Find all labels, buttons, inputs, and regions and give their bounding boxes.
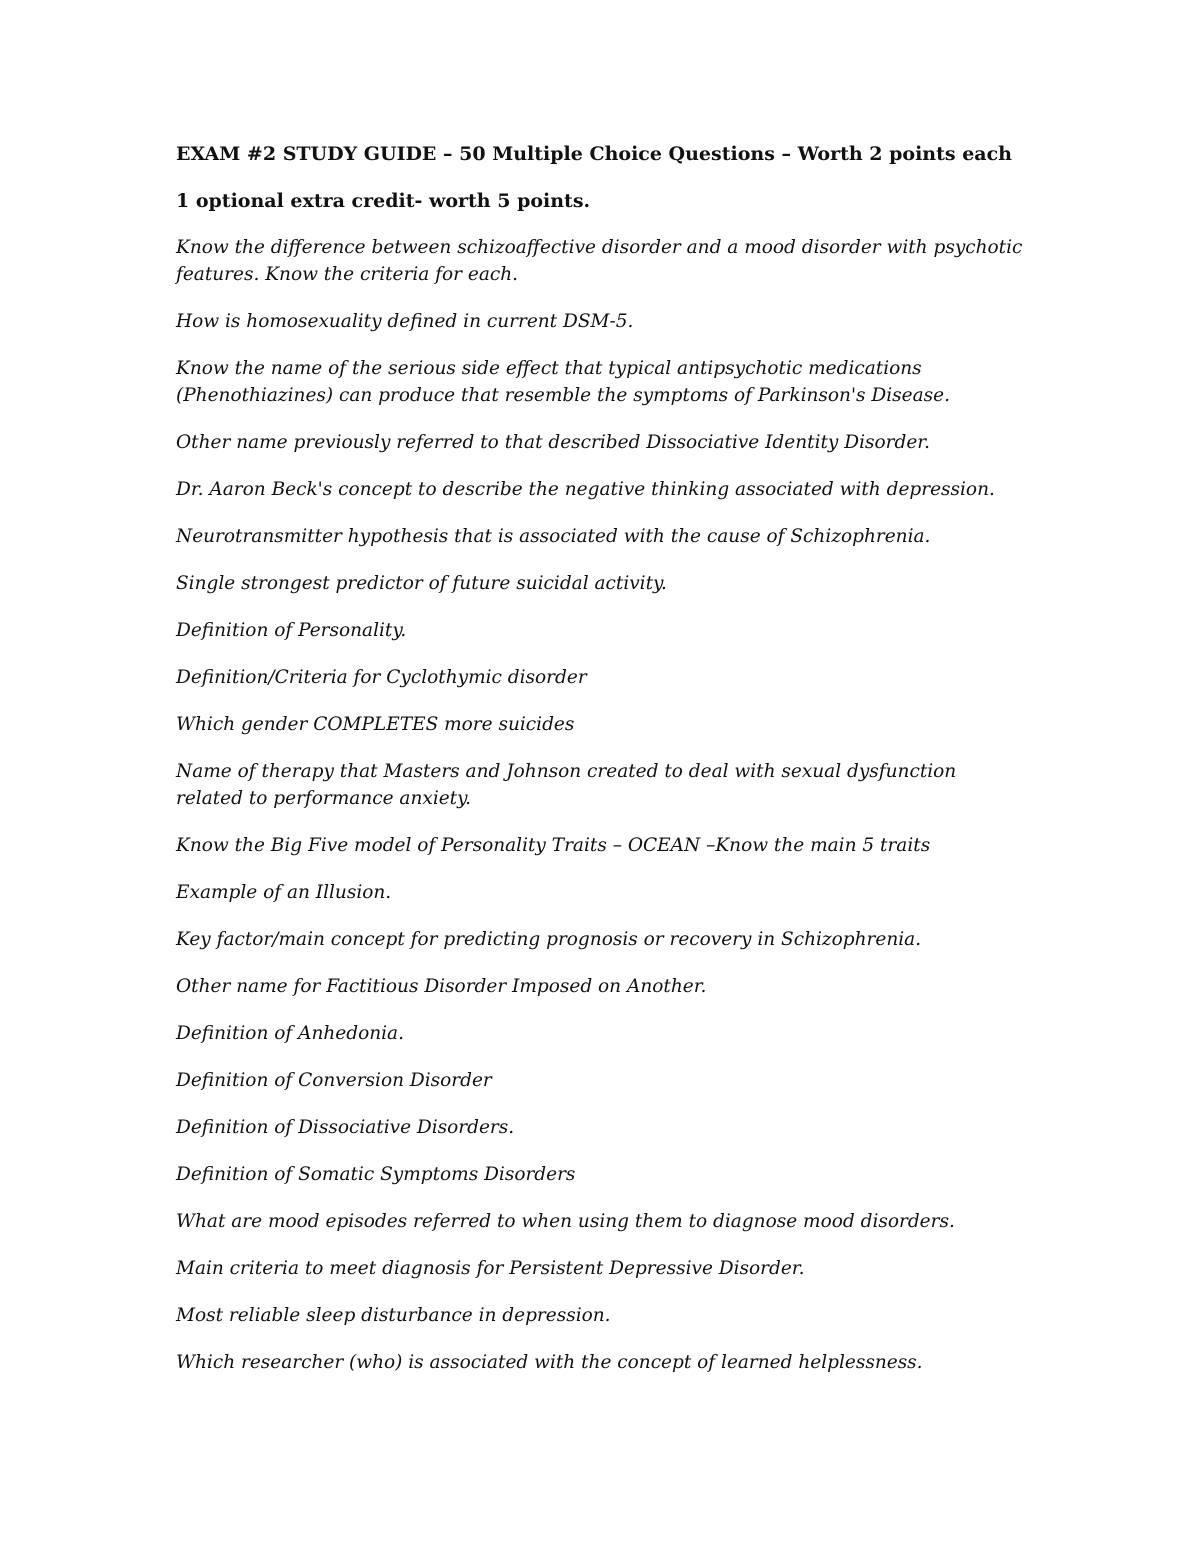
list-item: Main criteria to meet diagnosis for Persistent Depressive Disorder. xyxy=(176,1258,805,1279)
document-page xyxy=(176,140,1026,1396)
list-item: Example of an Illusion. xyxy=(176,882,392,903)
list-item: Know the difference between schizoaffective disorder and a mood disorder with psychotic features. Know the criteria for each. xyxy=(176,237,1023,285)
list-item: Other name previously referred to that described Dissociative Identity Disorder. xyxy=(176,432,930,453)
list-item: Neurotransmitter hypothesis that is associated with the cause of Schizophrenia. xyxy=(176,526,931,547)
list-item: Dr. Aaron Beck's concept to describe the negative thinking associated with depression. xyxy=(176,479,995,500)
list-item: Key factor/main concept for predicting prognosis or recovery in Schizophrenia. xyxy=(176,929,922,950)
list-item: Definition of Conversion Disorder xyxy=(176,1070,492,1091)
list-item: Definition of Personality. xyxy=(176,620,407,641)
exam-title: EXAM #2 STUDY GUIDE – 50 Multiple Choice Questions – Worth 2 points each xyxy=(176,143,1012,165)
study-guide-list xyxy=(176,234,1026,1376)
list-item: What are mood episodes referred to when using them to diagnose mood disorders. xyxy=(176,1211,955,1232)
list-item: Which gender COMPLETES more suicides xyxy=(176,714,575,735)
list-item: Other name for Factitious Disorder Imposed on Another. xyxy=(176,976,707,997)
list-item: Know the Big Five model of Personality Traits – OCEAN –Know the main 5 traits xyxy=(176,835,931,856)
list-item: Definition of Somatic Symptoms Disorders xyxy=(176,1164,576,1185)
list-item: Single strongest predictor of future suicidal activity. xyxy=(176,573,667,594)
list-item: Definition of Anhedonia. xyxy=(176,1023,404,1044)
list-item: Most reliable sleep disturbance in depression. xyxy=(176,1305,611,1326)
extra-credit-note: 1 optional extra credit- worth 5 points. xyxy=(176,190,591,212)
list-item: Know the name of the serious side effect that typical antipsychotic medications (Phenothiazines) can produce that resemble the symptoms of Parkinson's Disease. xyxy=(176,358,950,406)
list-item: Definition/Criteria for Cyclothymic disorder xyxy=(176,667,587,688)
list-item: Name of therapy that Masters and Johnson created to deal with sexual dysfunction related to performance anxiety. xyxy=(176,761,957,809)
list-item: How is homosexuality defined in current DSM-5. xyxy=(176,311,634,332)
list-item: Which researcher (who) is associated with the concept of learned helplessness. xyxy=(176,1352,923,1373)
list-item: Definition of Dissociative Disorders. xyxy=(176,1117,515,1138)
